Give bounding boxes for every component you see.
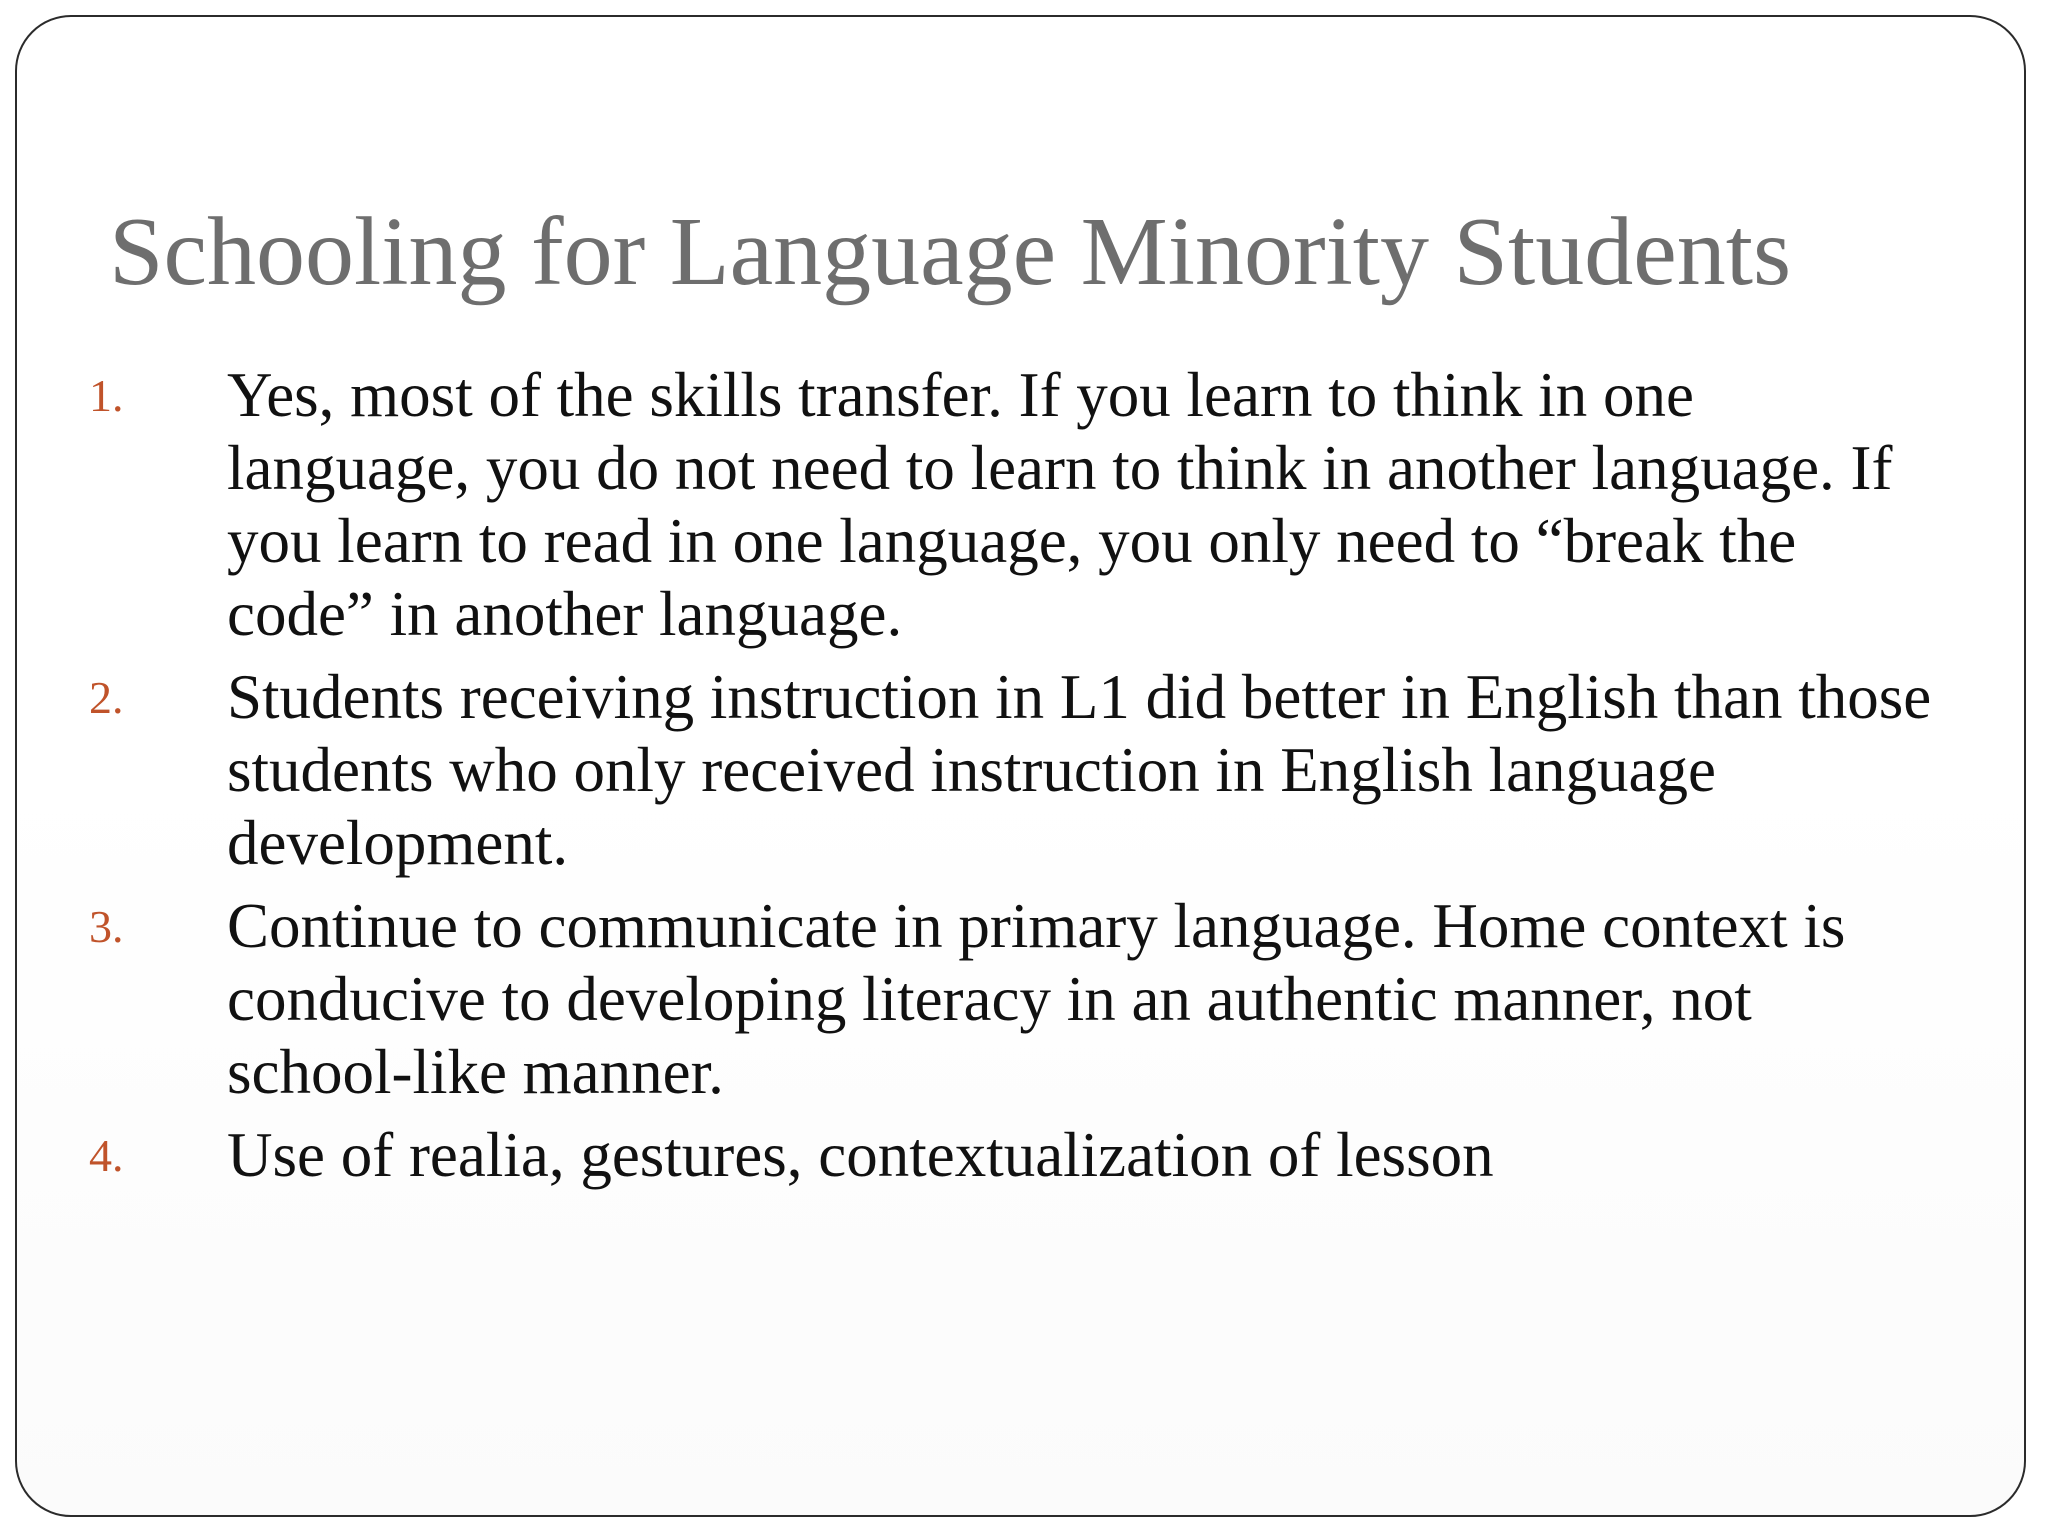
- list-text-4: Use of realia, gestures, contextualization of lesson: [227, 1120, 1494, 1190]
- answer-list: [89, 359, 1949, 1202]
- list-text-3: Continue to communicate in primary language. Home context is conducive to developing literacy in an authentic manner, not school-like manner.: [227, 891, 1846, 1107]
- list-item-3: [89, 890, 1949, 1109]
- list-item-1: [89, 359, 1949, 651]
- list-number-3: 3.: [89, 901, 124, 952]
- slide-title: Schooling for Language Minority Students: [109, 198, 1792, 306]
- list-number-4: 4.: [89, 1130, 124, 1181]
- list-item-2: [89, 661, 1949, 880]
- list-item-4: [89, 1119, 1949, 1192]
- slide-frame: [15, 15, 2026, 1517]
- list-text-1: Yes, most of the skills transfer. If you learn to think in one language, you do not need to learn to think in another language. If you learn to read in one language, you only need to “break the code” in another language.: [227, 360, 1893, 649]
- list-text-2: Students receiving instruction in L1 did better in English than those students who only received instruction in English language development.: [227, 662, 1932, 878]
- list-number-2: 2.: [89, 672, 124, 723]
- list-number-1: 1.: [89, 370, 124, 421]
